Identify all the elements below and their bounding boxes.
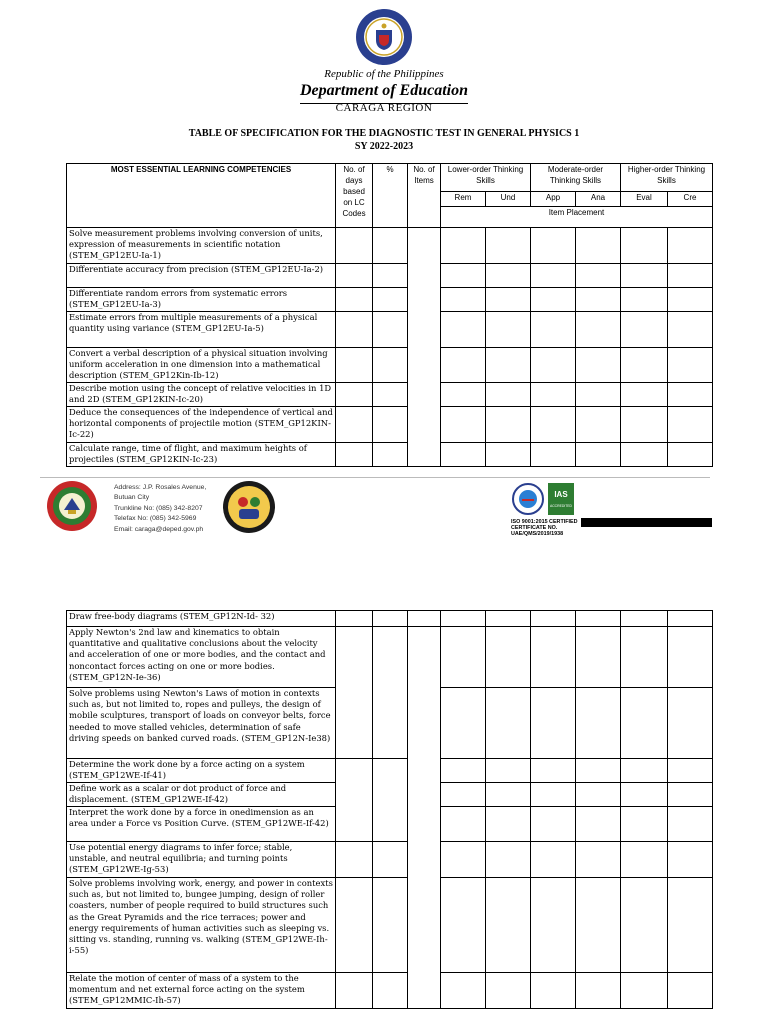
table-row [67, 759, 713, 783]
header-days: No. of days based on LC Codes [336, 164, 373, 228]
republic-line: Republic of the Philippines [324, 68, 444, 80]
document-title: TABLE OF SPECIFICATION FOR THE DIAGNOSTIC TEST IN GENERAL PHYSICS 1 [188, 128, 580, 139]
region-name: CARAGA REGION [335, 102, 433, 114]
header-cre: Cre [668, 192, 713, 207]
header-eval: Eval [621, 192, 668, 207]
table-row [67, 627, 713, 688]
table-row [67, 443, 713, 467]
ias-accreditation-logo [548, 483, 574, 515]
iso-cert-label: ISO 9001:2015 CERTIFIED [511, 519, 578, 525]
school-year: SY 2022-2023 [354, 141, 414, 152]
table-row [67, 288, 713, 312]
table-row [67, 407, 713, 443]
telefax: Telefax No: (085) 342-5969 [114, 515, 197, 523]
deped-seal-logo [355, 8, 413, 66]
email: Email: caraga@deped.gov.ph [114, 525, 204, 533]
redaction-bar [581, 518, 712, 527]
table-row [67, 842, 713, 878]
table-row [67, 878, 713, 973]
competency-cell: Deduce the consequences of the independence of vertical and horizontal components of projectile motion (STEM_GP12KIN-Ic-22) [67, 407, 336, 443]
competency-cell: Differentiate accuracy from precision (STEM_GP12EU-Ia-2) [67, 264, 336, 288]
competency-cell: Describe motion using the concept of relative velocities in 1D and 2D (STEM_GP12KIN-Ic-20) [67, 383, 336, 407]
table-row [67, 973, 713, 1009]
ias-badge-text: IAS [554, 490, 568, 499]
specification-table-page1 [66, 163, 713, 467]
table-row [67, 264, 713, 288]
specification-table-page2 [66, 610, 713, 1009]
competency-cell: Use potential energy diagrams to infer force; stable, unstable, and neutral equilibria; and turning points (STEM_GP12WE-Ig-53) [67, 842, 336, 878]
address-block [114, 483, 206, 535]
header-ana: Ana [576, 192, 621, 207]
competency-cell: Estimate errors from multiple measurements of a physical quantity using variance (STEM_GP12EU-Ia-5) [67, 312, 336, 348]
table-row [67, 228, 713, 264]
trunkline: Trunkline No: (085) 342-8207 [114, 504, 203, 512]
table-row [67, 383, 713, 407]
header-competencies: MOST ESSENTIAL LEARNING COMPETENCIES [67, 164, 336, 228]
header-lower-order: Lower-order Thinking Skills [441, 164, 531, 192]
header-und: Und [486, 192, 531, 207]
competency-cell: Relate the motion of center of mass of a system to the momentum and net external force acting on the system (STEM_GP12MMIC-Ih-57) [67, 973, 336, 1009]
footer-divider [40, 477, 710, 478]
region-logo [46, 480, 98, 532]
iso-certification-logo [512, 483, 544, 515]
school-club-logo [222, 480, 276, 534]
iso-cert-number: UAE/QMS/2019/1938 [511, 531, 564, 538]
competency-cell: Solve measurement problems involving conversion of units, expression of measurements in scientific notation (STEM_GP12EU-Ia-1) [67, 228, 336, 264]
table-row [67, 348, 713, 383]
competency-cell: Convert a verbal description of a physical situation involving uniform acceleration in one dimension into a mathematical description (STEM_GP12Kin-Ib-12) [67, 348, 336, 383]
competency-cell: Determine the work done by a force acting on a system (STEM_GP12WE-If-41) [67, 759, 336, 783]
header-higher-order: Higher-order Thinking Skills [621, 164, 713, 192]
iso-cert-no-label: CERTIFICATE NO. [511, 525, 558, 532]
competency-cell: Solve problems involving work, energy, and power in contexts such as, but not limited to, bungee jumping, design of roller coasters, number of people required to build structures such as the Great Pyramids and the rice terraces; power and energy requirements of human activities such as sleeping vs. sitting vs. standing, running vs. walking (STEM_GP12WE-Ih-i-55) [67, 878, 336, 973]
department-name: Department of Education [299, 82, 468, 99]
competency-cell: Define work as a scalar or dot product of force and displacement. (STEM_GP12WE-If-42) [67, 783, 336, 807]
header-item-placement: Item Placement [441, 207, 713, 228]
table-row [67, 611, 713, 627]
table-row [67, 312, 713, 348]
header-items: No. of Items [408, 164, 441, 228]
competency-cell: Calculate range, time of flight, and maximum heights of projectiles (STEM_GP12KIN-Ic-23) [67, 443, 336, 467]
competency-cell: Differentiate random errors from systematic errors (STEM_GP12EU-Ia-3) [67, 288, 336, 312]
address-city: Butuan City [114, 494, 150, 502]
ias-accredited-text: ACCREDITED [549, 504, 573, 508]
competency-cell: Apply Newton's 2nd law and kinematics to obtain quantitative and qualitative conclusions about the velocity and acceleration of one or more bodies, and the contact and noncontact forces acting on one or more bodies. (STEM_GP12N-Ie-36) [67, 627, 336, 688]
address-line: Address: J.P. Rosales Avenue, [114, 484, 207, 491]
header-percent: % [373, 164, 408, 228]
header-app: App [531, 192, 576, 207]
competency-cell: Draw free-body diagrams (STEM_GP12N-Id- 32) [67, 611, 336, 627]
competency-cell: Solve problems using Newton's Laws of motion in contexts such as, but not limited to, ropes and pulleys, the design of mobile sculptures, transport of loads on conveyor belts, force needed to move stalled vehicles, determination of safe driving speeds on banked curved roads. (STEM_GP12N-Ie38) [67, 688, 336, 759]
header-rem: Rem [441, 192, 486, 207]
competency-cell: Interpret the work done by a force in onedimension as an area under a Force vs Position Curve. (STEM_GP12WE-If-42) [67, 807, 336, 842]
header-moderate-order: Moderate-order Thinking Skills [531, 164, 621, 192]
iso-certificate-text [511, 519, 578, 538]
